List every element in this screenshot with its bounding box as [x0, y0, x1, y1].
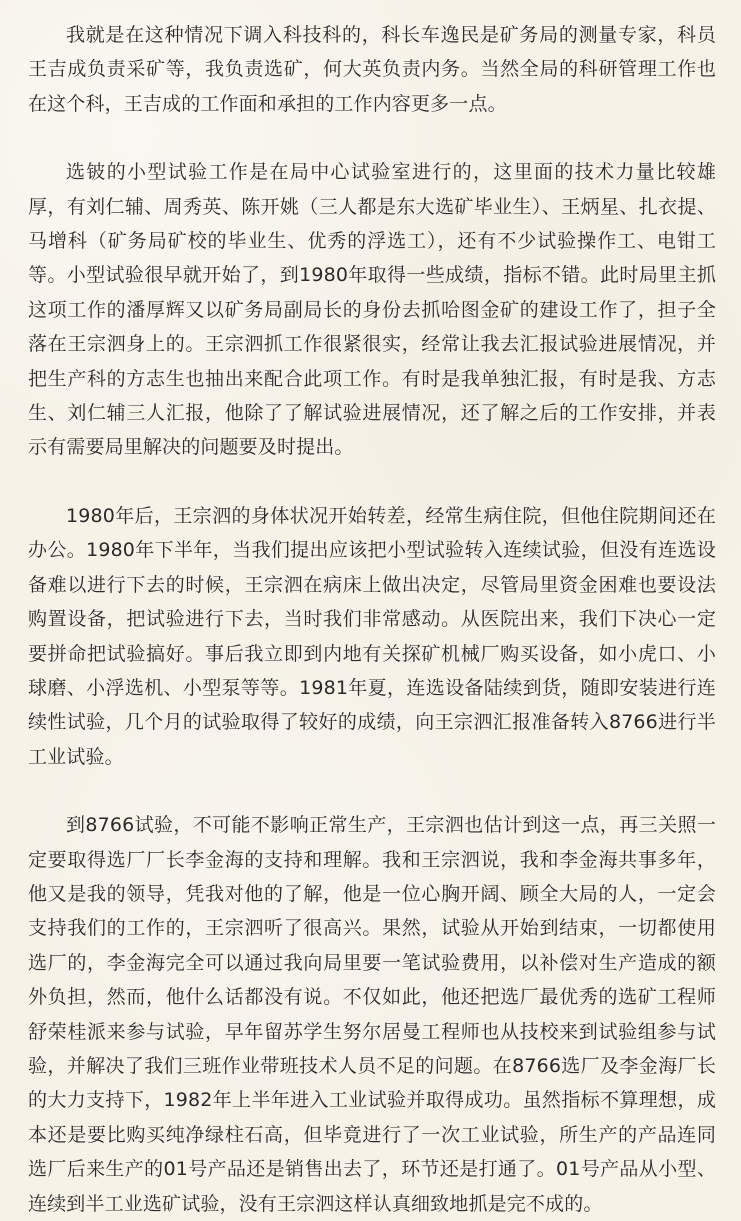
paragraph-3: 1980年后，王宗泗的身体状况开始转差，经常生病住院，但他住院期间还在办公。1980年下半年，当我们提出应该把小型试验转入连续试验，但没有连选设备难以进行下去的时候，王宗泗在病床上做出决定，尽管局里资金困难也要设法购置设备，把试验进行下去，当时我们非常感动。从医院出来，我们下决心一定要拼命把试验搞好。事后我立即到内地有关探矿机械厂购买设备，如小虎口、小球磨、小浮选机、小型泵等等。1981年夏，连选设备陆续到货，随即安装进行连续性试验，几个月的试验取得了较好的成绩，向王宗泗汇报准备转入8766进行半工业试验。	[28, 504, 716, 768]
paragraph-1: 我就是在这种情况下调入科技科的，科长车逸民是矿务局的测量专家，科员王吉成负责采矿等，我负责选矿，何大英负责内务。当然全局的科研管理工作也在这个科，王吉成的工作面和承担的工作内容更多一点。	[28, 24, 716, 115]
paragraph-2: 选铍的小型试验工作是在局中心试验室进行的，这里面的技术力量比较雄厚，有刘仁辅、周秀英、陈开姚（三人都是东大选矿毕业生）、王炳星、扎衣提、马增科（矿务局矿校的毕业生、优秀的浮选工），还有不少试验操作工、电钳工等。小型试验很早就开始了，到1980年取得一些成绩，指标不错。此时局里主抓这项工作的潘厚辉又以矿务局副局长的身份去抓哈图金矿的建设工作了，担子全落在王宗泗身上的。王宗泗抓工作很紧很实，经常让我去汇报试验进展情况，并把生产科的方志生也抽出来配合此项工作。有时是我单独汇报，有时是我、方志生、刘仁辅三人汇报，他除了了解试验进展情况，还了解之后的工作安排，并表示有需要局里解决的问题要及时提出。	[28, 161, 716, 459]
article-body	[28, 18, 716, 1221]
paragraph-4: 到8766试验，不可能不影响正常生产，王宗泗也估计到这一点，再三关照一定要取得选厂厂长李金海的支持和理解。我和王宗泗说，我和李金海共事多年，他又是我的领导，凭我对他的了解，他是一位心胸开阔、顾全大局的人，一定会支持我们的工作的，王宗泗听了很高兴。果然，试验从开始到结束，一切都使用选厂的，李金海完全可以通过我向局里要一笔试验费用，以补偿对生产造成的额外负担，然而，他什么话都没有说。不仅如此，他还把选厂最优秀的选矿工程师舒荣桂派来参与试验，早年留苏学生努尔居曼工程师也从技校来到试验组参与试验，并解决了我们三班作业带班技术人员不足的问题。在8766选厂及李金海厂长的大力支持下，1982年上半年进入工业试验并取得成功。虽然指标不算理想，成本还是要比购买纯净绿柱石高，但毕竟进行了一次工业试验，所生产的产品连同选厂后来生产的01号产品还是销售出去了，环节还是打通了。01号产品从小型、连续到半工业选矿试验，没有王宗泗这样认真细致地抓是完不成的。	[28, 814, 716, 1215]
